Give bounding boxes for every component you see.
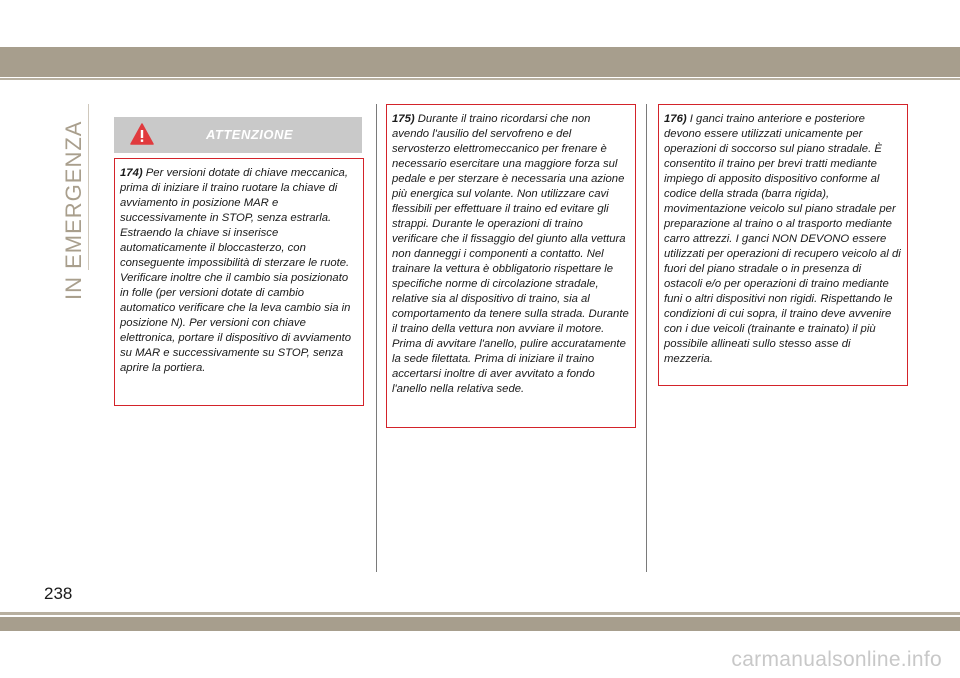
note-text: I ganci traino anteriore e posteriore devono essere utilizzati unicamente per operazioni di soccorso sul piano stradale. È consentito il traino per brevi tratti mediante impiego di apposito dispositivo conforme al codice della strada (barra rigida), movimentazione veicolo sul piano stradale per preparazione al traino o al trasporto mediante carro attrezzi. I ganci NON DEVONO essere utilizzati per operazioni di recupero veicolo al di fuori del piano stradale o in presenza di ostacoli e/o per operazioni di traino mediante funi o altri dispositivi non rigidi. Rispettando le condizioni di cui sopra, il traino deve avvenire con i due veicoli (trainante e trainato) il più possibile allineati sullo stesso asse di mezzeria. (664, 113, 901, 365)
warning-triangle-icon (130, 123, 154, 145)
top-band (0, 47, 960, 77)
bottom-rule (0, 612, 960, 615)
note-text: Per versioni dotate di chiave meccanica, prima di iniziare il traino ruotare la chiave di avviamento in posizione MAR e successivamente in STOP, senza estrarla. Estraendo la chiave si inserisce automaticamente il bloccasterzo, con conseguente impossibilità di sterzare le ruote. Verificare inoltre che il cambio sia posizionato in folle (per versioni dotate di cambio automatico verificare che la leva cambio sia in posizione N). Per versioni con chiave elettronica, portare il dispositivo di avviamento su MAR e successivamente su STOP, senza aprire la portiera. (120, 167, 352, 374)
note-174 (114, 158, 364, 406)
page-number: 238 (44, 584, 73, 603)
section-rule (88, 104, 89, 270)
note-175 (386, 104, 636, 428)
note-text: Durante il traino ricordarsi che non avendo l'ausilio del servofreno e del servosterzo elettromeccanico per frenare è necessario esercitare una maggiore forza sul pedale e per sterzare è necessaria una azione più energica sul volante. Non utilizzare cavi flessibili per effettuare il traino ed evitare gli strappi. Durante le operazioni di traino verificare che il fissaggio del giunto alla vettura non danneggi i componenti a contatto. Nel trainare la vettura è obbligatorio rispettare le specifiche norme di circolazione stradale, relative sia al dispositivo di traino, sia al comportamento da tenere sulla strada. Durante il traino della vettura non avviare il motore. Prima di avvitare l'anello, pulire accuratamente la sede filettata. Prima di iniziare il traino accertarsi inoltre di aver avvitato a fondo l'anello nella relativa sede. (392, 113, 629, 395)
note-176 (658, 104, 908, 386)
column-divider (376, 104, 377, 572)
watermark: carmanualsonline.info (731, 648, 942, 671)
warning-header (114, 117, 362, 153)
column-divider (646, 104, 647, 572)
warning-title: ATTENZIONE (206, 127, 294, 142)
top-band-rule (0, 78, 960, 80)
note-number: 174) (120, 167, 143, 179)
section-label: IN EMERGENZA (61, 120, 86, 300)
note-number: 175) (392, 113, 415, 125)
note-number: 176) (664, 113, 687, 125)
bottom-band (0, 617, 960, 631)
